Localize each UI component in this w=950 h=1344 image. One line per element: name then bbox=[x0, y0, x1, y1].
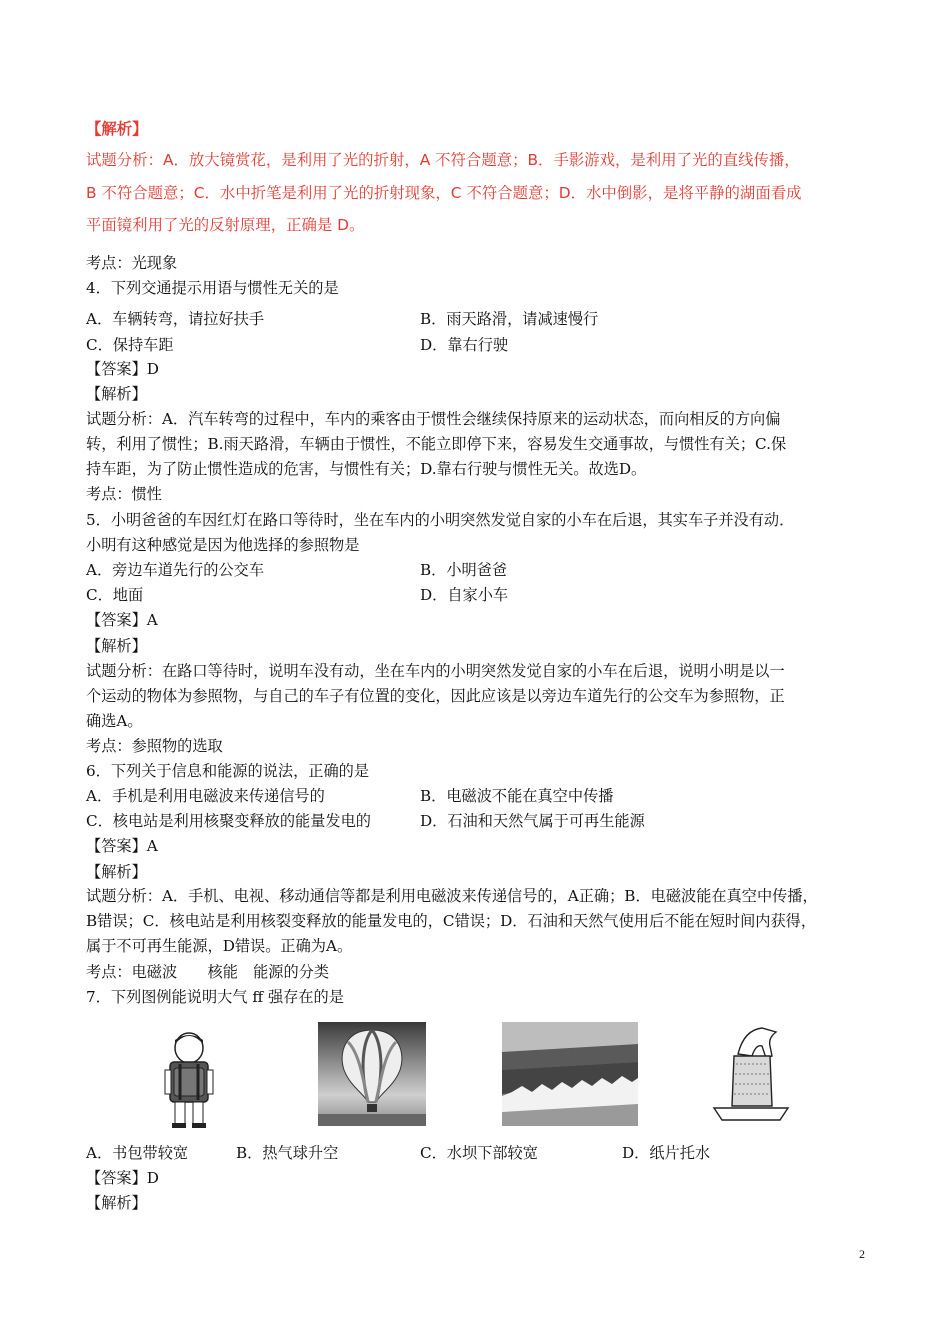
q5-option-d: D．自家小车 bbox=[420, 586, 509, 604]
analysis-q3-line-3: 平面镜利用了光的反射原理，正确是 D。 bbox=[86, 216, 365, 234]
q4-option-b: B．雨天路滑，请减速慢行 bbox=[420, 310, 599, 328]
analysis-q3-line-1: 试题分析：A．放大镜赏花，是利用了光的折射，A 不符合题意；B．手影游戏，是利用了光的直线传播， bbox=[86, 151, 800, 169]
q4-analysis-line-2: 转，利用了惯性；B.雨天路滑，车辆由于惯性，不能立即停下来，容易发生交通事故，与惯性有关；C.保 bbox=[86, 435, 787, 453]
paper-holding-water-image bbox=[710, 1024, 792, 1130]
q6-option-d: D．石油和天然气属于可再生能源 bbox=[420, 812, 645, 830]
q6-analysis-line-3: 属于不可再生能源，D错误。正确为A。 bbox=[86, 937, 353, 955]
q4-option-d: D．靠右行驶 bbox=[420, 336, 509, 354]
q5-option-b: B．小明爸爸 bbox=[420, 561, 508, 579]
q4-stem: 4．下列交通提示用语与惯性无关的是 bbox=[86, 279, 339, 297]
q7-answer: 【答案】D bbox=[86, 1169, 159, 1187]
q4-option-a: A．车辆转弯，请拉好扶手 bbox=[86, 310, 265, 328]
q6-option-b: B．电磁波不能在真空中传播 bbox=[420, 787, 614, 805]
q6-option-a: A．手机是利用电磁波来传递信号的 bbox=[86, 787, 325, 805]
q4-answer: 【答案】D bbox=[86, 360, 159, 378]
q4-kaodian: 考点：惯性 bbox=[86, 485, 162, 503]
q5-kaodian: 考点：参照物的选取 bbox=[86, 737, 223, 755]
page-number: 2 bbox=[859, 1247, 865, 1261]
analysis-q3-line-2: B 不符合题意；C．水中折笔是利用了光的折射现象，C 不符合题意；D．水中倒影，是将平静的湖面看成 bbox=[86, 184, 802, 202]
kaodian-q3: 考点：光现象 bbox=[86, 254, 178, 272]
q5-stem-line-1: 5．小明爸爸的车因红灯在路口等待时，坐在车内的小明突然发觉自家的小车在后退，其实车子并没有动． bbox=[86, 511, 795, 529]
q4-analysis-line-1: 试题分析：A．汽车转弯的过程中，车内的乘客由于惯性会继续保持原来的运动状态，而向相反的方向偏 bbox=[86, 410, 781, 428]
q6-option-c: C．核电站是利用核聚变释放的能量发电的 bbox=[86, 812, 371, 830]
q7-option-d: D．纸片托水 bbox=[622, 1144, 711, 1162]
q7-option-c: C．水坝下部较宽 bbox=[420, 1144, 538, 1162]
hot-air-balloon-image bbox=[318, 1022, 426, 1126]
q5-analysis-line-1: 试题分析：在路口等待时，说明车没有动，坐在车内的小明突然发觉自家的小车在后退，说明小明是以一 bbox=[86, 662, 785, 680]
q7-stem: 7．下列图例能说明大气 ff 强存在的是 bbox=[86, 988, 344, 1006]
q5-analysis-line-2: 个运动的物体为参照物，与自己的车子有位置的变化，因此应该是以旁边车道先行的公交车为参照物，正 bbox=[86, 687, 785, 705]
q4-option-c: C．保持车距 bbox=[86, 336, 174, 354]
dam-image bbox=[502, 1022, 638, 1126]
q5-option-a: A．旁边车道先行的公交车 bbox=[86, 561, 265, 579]
analysis-header-q3: 【解析】 bbox=[86, 120, 148, 138]
q5-analysis-header: 【解析】 bbox=[86, 637, 147, 655]
q6-stem: 6．下列关于信息和能源的说法，正确的是 bbox=[86, 762, 370, 780]
q5-analysis-line-3: 确选A。 bbox=[86, 712, 143, 730]
q6-analysis-line-1: 试题分析：A．手机、电视、移动通信等都是利用电磁波来传递信号的，A正确；B．电磁波能在真空中传播， bbox=[86, 887, 818, 905]
backpack-child-image bbox=[158, 1030, 220, 1130]
q6-analysis-line-2: B错误；C．核电站是利用核裂变释放的能量发电的，C错误；D．石油和天然气使用后不能在短时间内获得， bbox=[86, 912, 817, 930]
q4-analysis-line-3: 持车距，为了防止惯性造成的危害，与惯性有关；D.靠右行驶与惯性无关。故选D。 bbox=[86, 460, 647, 478]
q7-option-b: B．热气球升空 bbox=[236, 1144, 339, 1162]
q7-option-a: A．书包带较宽 bbox=[86, 1144, 189, 1162]
q5-answer: 【答案】A bbox=[86, 611, 158, 629]
q6-kaodian: 考点：电磁波 核能 能源的分类 bbox=[86, 963, 329, 981]
q4-analysis-header: 【解析】 bbox=[86, 385, 147, 403]
q5-option-c: C．地面 bbox=[86, 586, 144, 604]
q5-stem-line-2: 小明有这种感觉是因为他选择的参照物是 bbox=[86, 536, 360, 554]
q6-analysis-header: 【解析】 bbox=[86, 863, 147, 881]
q6-answer: 【答案】A bbox=[86, 837, 158, 855]
q7-analysis-header: 【解析】 bbox=[86, 1194, 147, 1212]
